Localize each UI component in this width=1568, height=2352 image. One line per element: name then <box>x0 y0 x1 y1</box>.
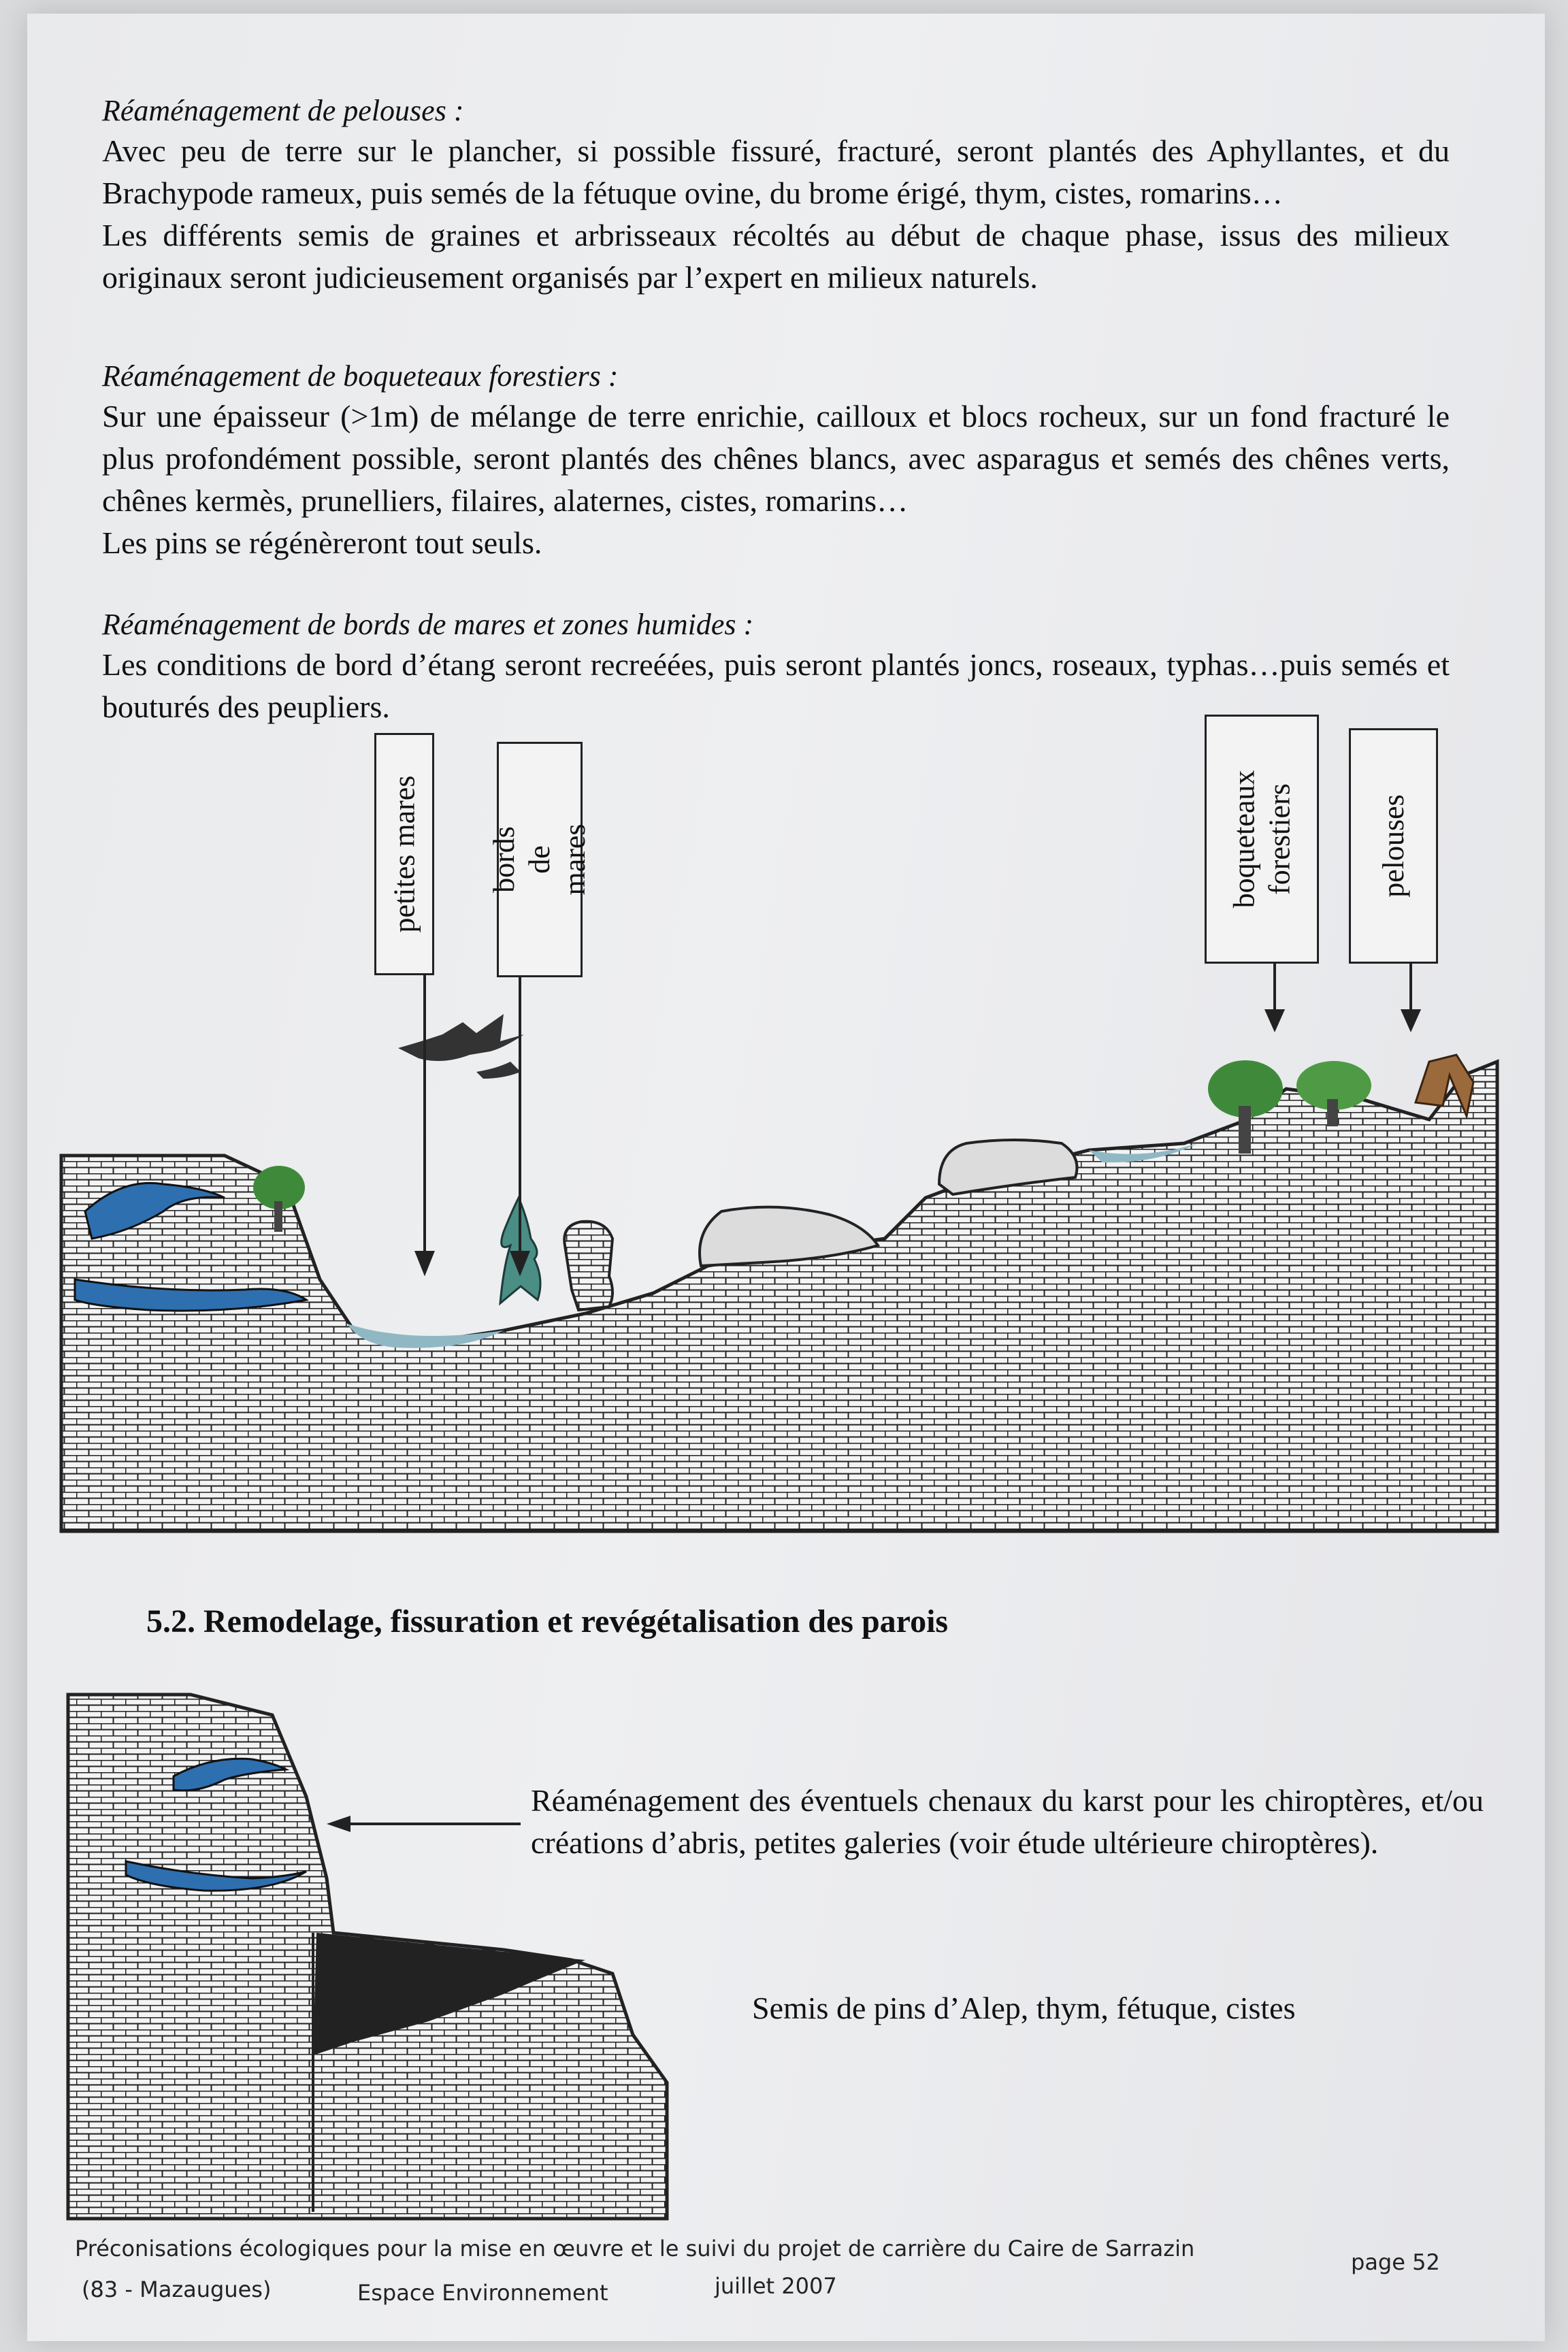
section-paragraph: Les conditions de bord d’étang seront recreéées, puis seront plantés joncs, roseaux, typhas…puis semés et bouturés des peupliers. <box>102 647 1450 724</box>
section-heading: Réaménagement de boqueteaux forestiers : <box>102 359 619 393</box>
label-boqueteaux-forestiers: boqueteaux forestiers <box>1205 715 1319 964</box>
section-paragraph: Les pins se régénèreront tout seuls. <box>102 525 542 560</box>
rock-pillar <box>564 1222 612 1310</box>
oak-tree-trunk <box>1239 1106 1251 1154</box>
bat-icon <box>398 1014 524 1061</box>
label-bords-de-mares: bords de mares <box>497 742 583 977</box>
section-heading: Réaménagement de bords de mares et zones humides : <box>102 608 754 641</box>
section-paragraph: Les différents semis de graines et arbrisseaux récoltés au début de chaque phase, issus des milieux originaux seront judicieusement organisés par l’expert en milieux naturels. <box>102 218 1450 295</box>
shrub-trunk <box>274 1201 282 1232</box>
footer-date: juillet 2007 <box>715 2273 837 2299</box>
footer-location: (83 - Mazaugues) <box>82 2276 272 2302</box>
bat-icon <box>476 1062 521 1079</box>
section-paragraph: Sur une épaisseur (>1m) de mélange de terre enrichie, cailloux et blocs rocheux, sur un fond fracturé le plus profondément possible, seront plantés des chênes blancs, avec asparagus et semés des chênes verts, chênes kermès, prunelliers, filaires, alaternes, cistes, romarins… <box>102 399 1450 518</box>
oak-tree-trunk <box>1327 1099 1338 1126</box>
page-number: page 52 <box>1351 2249 1440 2275</box>
footer-title: Préconisations écologiques pour la mise en œuvre et le suivi du projet de carrière du Caire de Sarrazin <box>75 2236 1195 2261</box>
karst-channel-note: Réaménagement des éventuels chenaux du karst pour les chiroptères, et/ou créations d’abris, petites galeries (voir étude ultérieure chiroptères). <box>531 1783 1484 1860</box>
footer-org: Espace Environnement <box>357 2280 608 2306</box>
section-pelouses <box>102 92 1450 299</box>
semis-note: Semis de pins d’Alep, thym, fétuque, cistes <box>752 1991 1296 2025</box>
section-boqueteaux <box>102 357 1450 564</box>
section-paragraph: Avec peu de terre sur le plancher, si possible fissuré, fracturé, seront plantés des Aphyllantes, et du Brachypode rameux, puis semés de la fétuque ovine, du brome érigé, thym, cistes, romarins… <box>102 133 1450 210</box>
section-heading: Réaménagement de pelouses : <box>102 94 464 127</box>
arrow-icon <box>327 1810 524 1838</box>
document-page <box>27 14 1545 2341</box>
section-heading-5-2: 5.2. Remodelage, fissuration et revégétalisation des parois <box>146 1603 949 1639</box>
label-petites-mares: petites mares <box>374 733 434 975</box>
label-pelouses: pelouses <box>1349 728 1438 964</box>
wall-remodel-diagram <box>27 1674 708 2273</box>
